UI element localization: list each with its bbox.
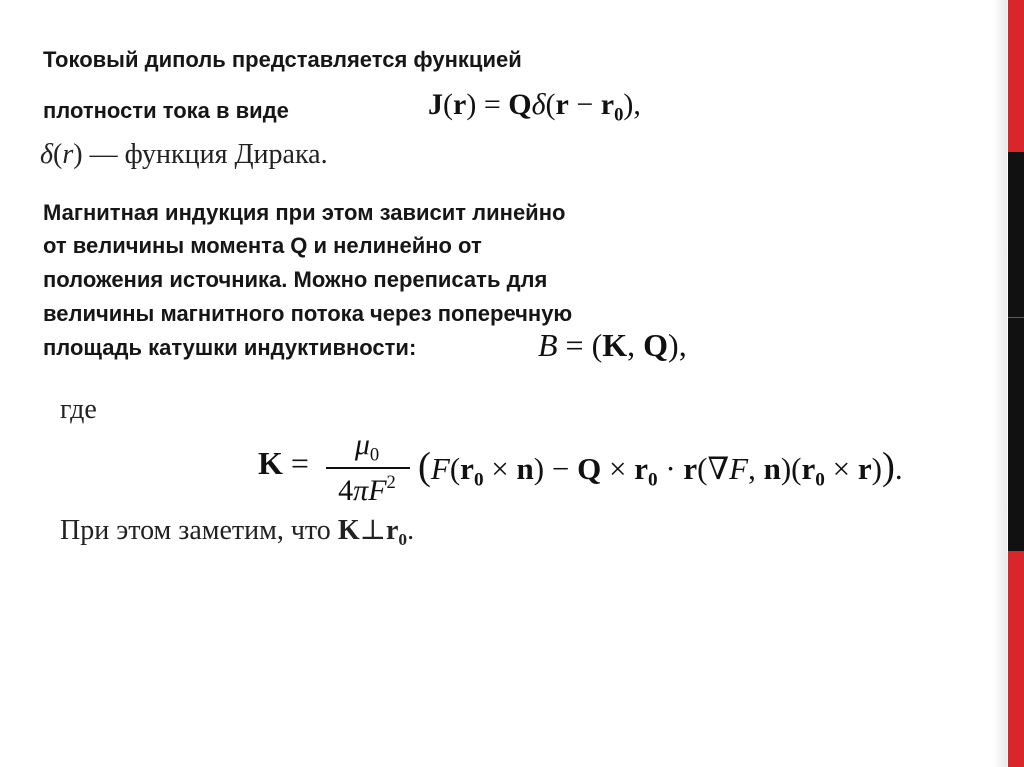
formula-k-rhs: ($F(r_0 \times n) - Q \times r_0 \cdot r(\nabla F$, $n)(r_0 \times r)$).: [418, 445, 903, 491]
formula-k-fraction: [322, 428, 412, 510]
edge-shadow: [993, 0, 1007, 767]
paragraph-line-4: величины магнитного потока через поперечную: [43, 301, 573, 326]
intro-line-1: Токовый диполь представляется функцией: [43, 47, 522, 72]
note-line: При этом заметим, что $K\perp r_0$.: [60, 515, 415, 550]
note-text: При этом заметим, что: [60, 515, 338, 546]
edge-accent-black-top: [1008, 152, 1024, 317]
paragraph-line-1: Магнитная индукция при этом зависит линейно: [43, 200, 566, 225]
fraction-numerator: $\mu_0$: [354, 428, 380, 466]
dirac-line: δ(r) — функция Дирака.: [40, 139, 328, 170]
paragraph-line-3: положения источника. Можно переписать для: [43, 267, 548, 292]
formula-k-lhs: K =: [258, 445, 309, 481]
edge-accent-black-bottom: [1008, 318, 1024, 551]
formula-current-density: $J(r) = Q\delta(r - r_0)$,: [428, 88, 641, 126]
where-word: где: [60, 394, 97, 425]
formula-flux: B = (K, Q),: [538, 327, 687, 363]
fraction-bar: [326, 467, 410, 469]
fraction-denominator: $4\pi F^2$: [338, 472, 396, 508]
paragraph-line-5: площадь катушки индуктивности:: [43, 335, 417, 360]
intro-line-2: плотности тока в виде: [43, 98, 289, 123]
paragraph-line-2: от величины момента Q и нелинейно от: [43, 233, 482, 258]
